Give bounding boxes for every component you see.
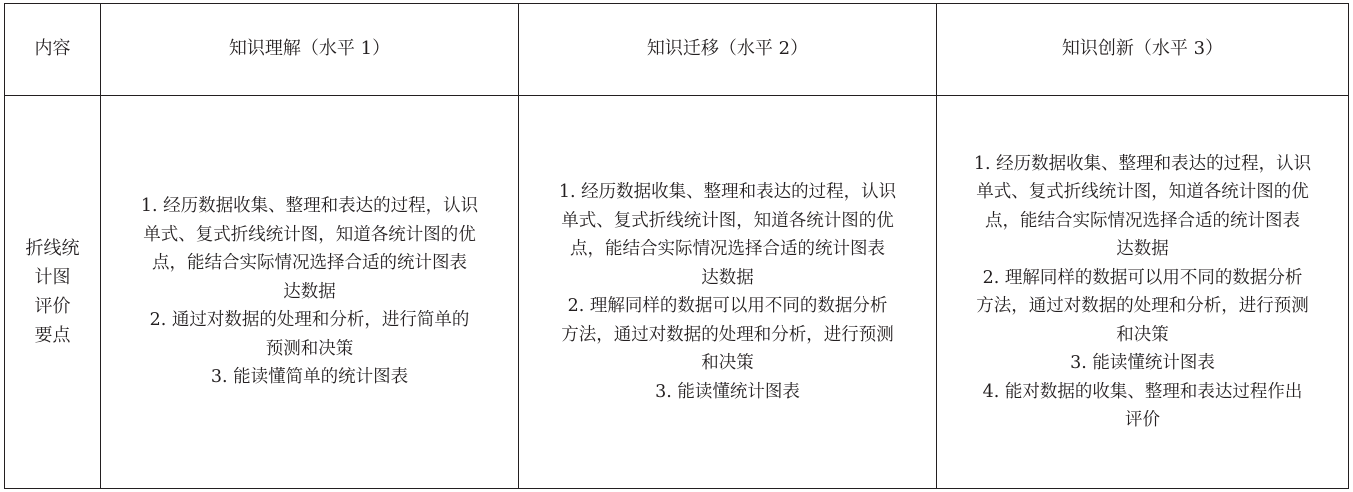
row-label-line: 计图 bbox=[34, 267, 71, 288]
level-1-line: 3. 能读懂简单的统计图表 bbox=[210, 367, 409, 388]
level-2-line: 方法，通过对数据的处理和分析，进行预测 bbox=[561, 324, 894, 345]
row-label-line: 折线统 bbox=[25, 238, 80, 259]
level-3-line: 1. 经历数据收集、整理和表达的过程，认识 bbox=[973, 153, 1312, 174]
header-content bbox=[5, 4, 101, 96]
header-level-3 bbox=[937, 4, 1348, 96]
level-3-line: 评价 bbox=[1125, 410, 1160, 430]
header-level-1-label: 知识理解（水平 1） bbox=[228, 38, 391, 60]
level-1-line: 单式、复式折线统计图，知道各统计图的优 bbox=[143, 224, 476, 245]
level-1-line: 点，能结合实际情况选择合适的统计图表 bbox=[152, 253, 467, 274]
row-label-text bbox=[26, 234, 80, 350]
level-3-text bbox=[949, 150, 1336, 435]
level-3-cell bbox=[937, 96, 1348, 488]
level-2-line: 2. 理解同样的数据可以用不同的数据分析 bbox=[567, 296, 888, 316]
level-2-line: 3. 能读懂统计图表 bbox=[655, 381, 800, 402]
level-3-line: 4. 能对数据的收集、整理和表达过程作出 bbox=[982, 381, 1303, 402]
level-1-line: 预测和决策 bbox=[265, 338, 354, 359]
level-2-text bbox=[531, 178, 924, 406]
header-content-label: 内容 bbox=[34, 38, 71, 60]
header-level-2 bbox=[519, 4, 937, 96]
header-level-1 bbox=[101, 4, 519, 96]
row-label-line: 评价 bbox=[34, 296, 71, 317]
level-3-line: 点，能结合实际情况选择合适的统计图表 bbox=[985, 210, 1300, 231]
level-2-line: 和决策 bbox=[701, 353, 754, 373]
evaluation-table bbox=[4, 3, 1349, 489]
header-level-2-label: 知识迁移（水平 2） bbox=[646, 38, 809, 60]
level-2-line: 点，能结合实际情况选择合适的统计图表 bbox=[570, 239, 885, 259]
level-3-line: 2. 理解同样的数据可以用不同的数据分析 bbox=[982, 267, 1303, 288]
row-label-cell bbox=[5, 96, 101, 488]
level-3-line: 单式、复式折线统计图，知道各统计图的优 bbox=[976, 182, 1309, 202]
header-level-3-label: 知识创新（水平 3） bbox=[1061, 38, 1224, 60]
level-1-line: 1. 经历数据收集、整理和表达的过程，认识 bbox=[140, 196, 479, 217]
level-3-line: 3. 能读懂统计图表 bbox=[1070, 353, 1215, 373]
level-2-line: 1. 经历数据收集、整理和表达的过程，认识 bbox=[558, 182, 897, 202]
level-2-cell bbox=[519, 96, 937, 488]
row-label-line: 要点 bbox=[34, 325, 71, 346]
level-2-line: 单式、复式折线统计图，知道各统计图的优 bbox=[561, 210, 894, 231]
level-1-text bbox=[113, 192, 506, 392]
level-1-line: 2. 通过对数据的处理和分析，进行简单的 bbox=[149, 310, 470, 331]
level-3-line: 和决策 bbox=[1116, 324, 1169, 345]
level-1-line: 达数据 bbox=[283, 281, 336, 302]
level-2-line: 达数据 bbox=[701, 267, 754, 288]
level-3-line: 方法，通过对数据的处理和分析，进行预测 bbox=[976, 296, 1309, 316]
level-1-cell bbox=[101, 96, 519, 488]
level-3-line: 达数据 bbox=[1116, 239, 1169, 259]
